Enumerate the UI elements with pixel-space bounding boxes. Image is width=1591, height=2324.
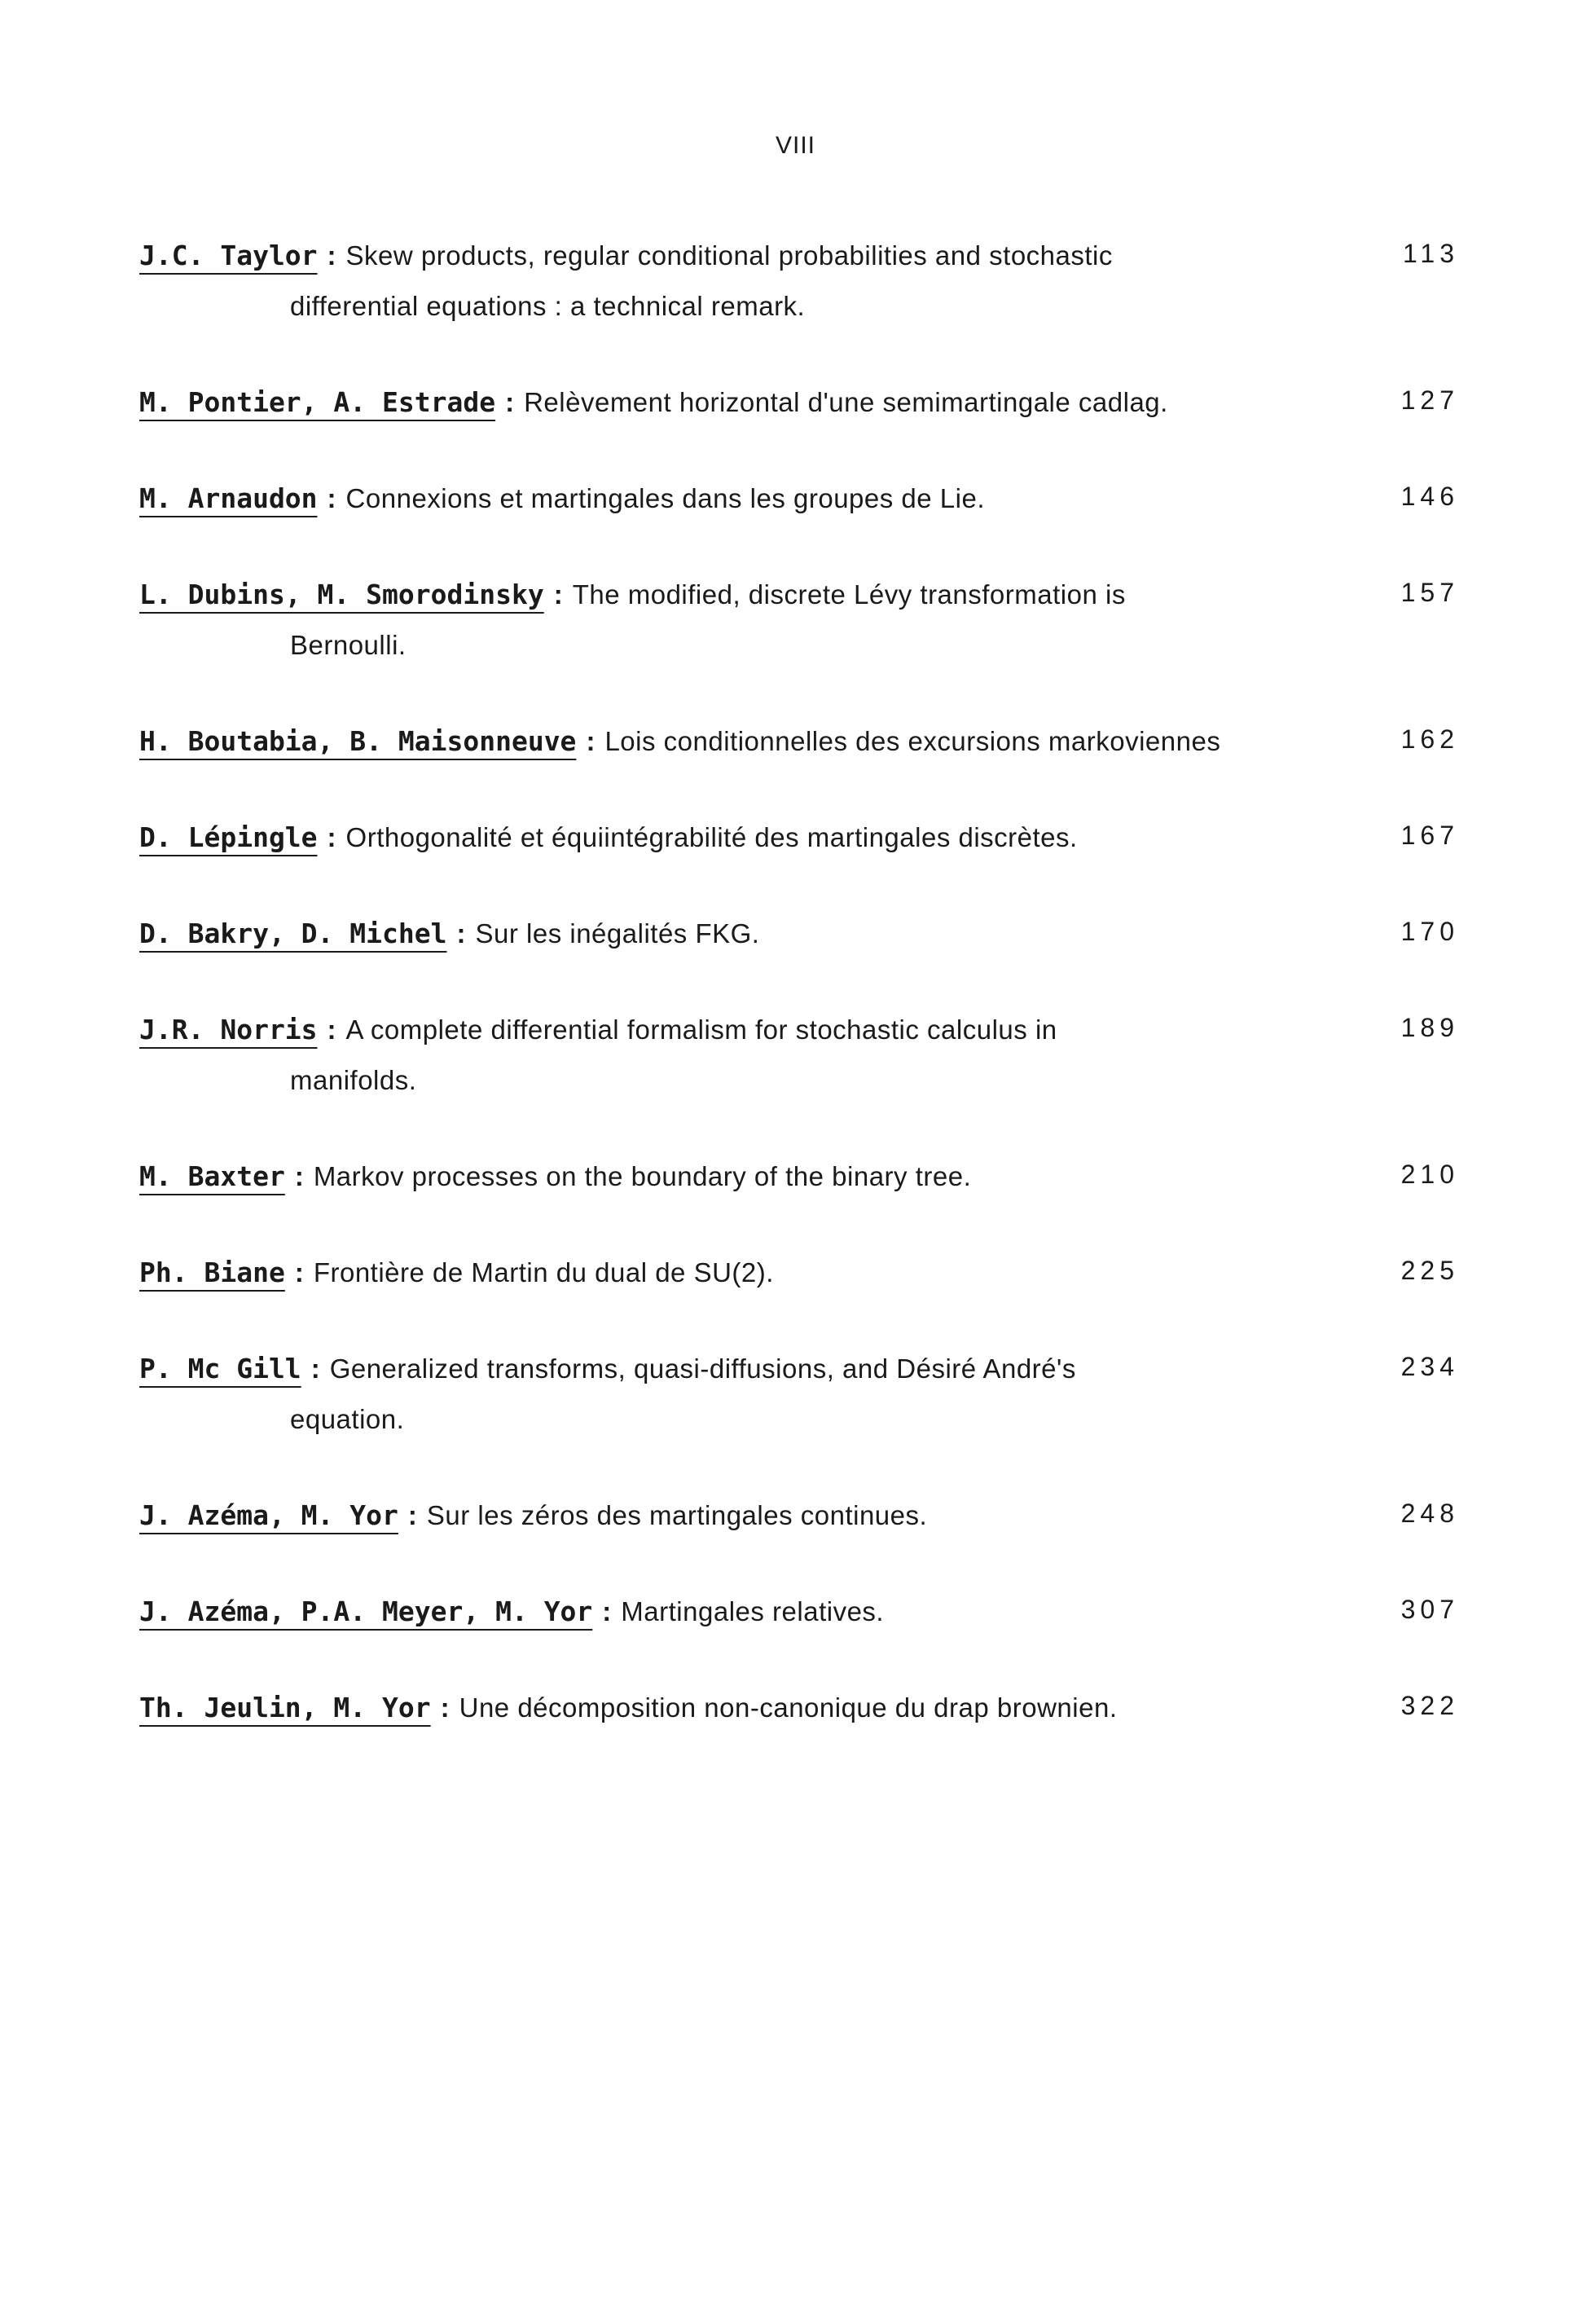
entry-title: Relèvement horizontal d'une semimartingale cadlag.: [524, 387, 1168, 417]
entry-line: P. Mc Gill : Generalized transforms, quasi-diffusions, and Désiré André's: [139, 1353, 1076, 1384]
entry-page-number: 225: [1400, 1256, 1459, 1285]
entry-authors: J. Azéma, M. Yor: [139, 1499, 398, 1531]
entry-line: J. Azéma, M. Yor : Sur les zéros des martingales continues.: [139, 1499, 928, 1531]
entry-authors: Th. Jeulin, M. Yor: [139, 1692, 431, 1723]
toc-entry: [139, 1248, 1459, 1298]
entry-page-number: 113: [1402, 239, 1459, 268]
entry-title: Lois conditionnelles des excursions markoviennes: [604, 726, 1221, 756]
entry-title: Martingales relatives.: [621, 1596, 885, 1626]
entry-authors: J. Azéma, P.A. Meyer, M. Yor: [139, 1596, 593, 1627]
entry-title: The modified, discrete Lévy transformation is: [572, 579, 1126, 610]
entry-line: M. Pontier, A. Estrade : Relèvement horizontal d'une semimartingale cadlag.: [139, 386, 1168, 418]
entry-title-continuation: equation.: [290, 1404, 405, 1434]
entry-line: M. Baxter : Markov processes on the boundary of the binary tree.: [139, 1160, 972, 1192]
entry-authors: D. Lépingle: [139, 821, 318, 853]
entry-title: Generalized transforms, quasi-diffusions, and Désiré André's: [329, 1353, 1076, 1384]
entry-page-number: 307: [1400, 1595, 1459, 1624]
entry-title: Une décomposition non-canonique du drap brownien.: [459, 1692, 1118, 1723]
entry-title: Sur les zéros des martingales continues.: [426, 1500, 928, 1530]
toc-entry: [139, 377, 1459, 428]
entry-line: J. Azéma, P.A. Meyer, M. Yor : Martingales relatives.: [139, 1596, 885, 1627]
toc-entry: [139, 570, 1459, 671]
toc-entry: [139, 1683, 1459, 1733]
entry-title: Orthogonalité et équiintégrabilité des martingales discrètes.: [345, 822, 1078, 852]
entry-authors: M. Baxter: [139, 1160, 285, 1192]
entry-page-number: 322: [1400, 1691, 1459, 1720]
entry-authors: Ph. Biane: [139, 1257, 285, 1288]
entry-page-number: 146: [1400, 482, 1459, 511]
toc-entry: [139, 1151, 1459, 1202]
entry-line: J.C. Taylor : Skew products, regular conditional probabilities and stochastic: [139, 240, 1113, 271]
entry-page-number: 234: [1400, 1352, 1459, 1381]
toc-entry: [139, 473, 1459, 524]
entry-title-continuation: manifolds.: [290, 1065, 417, 1095]
toc-entry: [139, 1005, 1459, 1106]
entry-title: Frontière de Martin du dual de SU(2).: [313, 1257, 774, 1287]
toc-entry: [139, 812, 1459, 863]
entry-page-number: 157: [1400, 578, 1459, 607]
entry-title: Connexions et martingales dans les groupes de Lie.: [345, 483, 986, 513]
entry-page-number: 170: [1400, 917, 1459, 946]
entry-line: D. Lépingle : Orthogonalité et équiintégrabilité des martingales discrètes.: [139, 821, 1078, 853]
entry-title-continuation: differential equations : a technical remark.: [290, 291, 806, 321]
toc-entry: [139, 1587, 1459, 1637]
entry-page-number: 167: [1400, 821, 1459, 850]
entry-authors: L. Dubins, M. Smorodinsky: [139, 579, 544, 610]
toc-entry: [139, 1490, 1459, 1541]
entry-line: H. Boutabia, B. Maisonneuve : Lois conditionnelles des excursions markoviennes: [139, 725, 1221, 757]
entry-page-number: 127: [1400, 385, 1459, 415]
entry-line: L. Dubins, M. Smorodinsky : The modified, discrete Lévy transformation is: [139, 579, 1126, 610]
entry-authors: M. Arnaudon: [139, 482, 318, 514]
entry-page-number: 210: [1400, 1160, 1459, 1189]
table-of-contents: [139, 231, 1459, 1779]
entry-title: A complete differential formalism for stochastic calculus in: [345, 1015, 1057, 1045]
toc-entry: [139, 1344, 1459, 1445]
entry-authors: M. Pontier, A. Estrade: [139, 386, 496, 418]
entry-page-number: 248: [1400, 1499, 1459, 1528]
entry-authors: J.R. Norris: [139, 1014, 318, 1045]
toc-entry: [139, 716, 1459, 767]
entry-page-number: 189: [1400, 1013, 1459, 1042]
entry-line: J.R. Norris : A complete differential formalism for stochastic calculus in: [139, 1014, 1057, 1045]
toc-entry: [139, 231, 1459, 332]
toc-entry: [139, 909, 1459, 959]
entry-authors: J.C. Taylor: [139, 240, 318, 271]
entry-authors: H. Boutabia, B. Maisonneuve: [139, 725, 577, 757]
entry-line: Ph. Biane : Frontière de Martin du dual de SU(2).: [139, 1257, 774, 1288]
entry-title: Sur les inégalités FKG.: [475, 918, 760, 949]
entry-authors: P. Mc Gill: [139, 1353, 301, 1384]
entry-title: Skew products, regular conditional probabilities and stochastic: [345, 240, 1113, 271]
entry-line: Th. Jeulin, M. Yor : Une décomposition non-canonique du drap brownien.: [139, 1692, 1118, 1723]
page-number: VIII: [775, 132, 815, 159]
entry-page-number: 162: [1400, 724, 1459, 754]
entry-line: D. Bakry, D. Michel : Sur les inégalités FKG.: [139, 918, 760, 949]
entry-line: M. Arnaudon : Connexions et martingales dans les groupes de Lie.: [139, 482, 986, 514]
entry-title: Markov processes on the boundary of the binary tree.: [313, 1161, 972, 1191]
entry-title-continuation: Bernoulli.: [290, 630, 407, 660]
entry-authors: D. Bakry, D. Michel: [139, 918, 447, 949]
